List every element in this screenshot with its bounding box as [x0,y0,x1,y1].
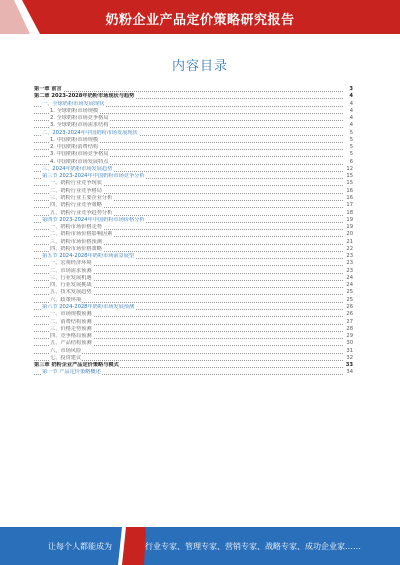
report-title: 奶粉企业产品定价策略研究报告 [105,13,295,28]
toc-entry-page: 4 [349,122,353,129]
toc-entry-label: 一、宏观经济环境 [50,260,92,267]
toc-entry[interactable] [34,115,353,122]
toc-entry-label: 二、奶粉行业竞争格局 [50,187,102,194]
toc-entry-label: 六、市场风险 [50,347,82,354]
toc-entry[interactable] [34,224,353,231]
toc-entry-page: 24 [346,274,353,281]
toc-entry[interactable] [34,239,353,246]
toc-entry-page: 4 [349,115,353,122]
toc-entry-label: 五、产品结构预测 [50,340,92,347]
toc-entry[interactable] [34,253,353,260]
toc-entry-label: 三、奶粉市场价格预测 [50,238,102,245]
toc-entry-page: 24 [346,282,353,289]
toc-entry-page: 27 [346,318,353,325]
toc-entry[interactable] [34,275,353,282]
toc-entry-page: 26 [346,311,353,318]
toc-entry-label: 二、奶粉市场价格影响因素 [50,231,113,238]
toc-entry-label: 四、行业发展挑战 [50,282,92,289]
toc-entry[interactable] [34,348,353,355]
toc-entry[interactable] [34,202,353,209]
toc-entry[interactable] [34,362,353,369]
toc-entry-page: 23 [346,267,353,274]
toc-entry-label: 六、政策环境 [50,296,82,303]
toc-entry-page: 17 [346,202,353,209]
toc-entry-page: 19 [346,216,353,223]
toc-entry[interactable] [34,173,353,180]
toc-entry-label: 五、技术发展趋势 [50,289,92,296]
toc-entry-page: 12 [346,165,353,172]
toc-entry[interactable] [34,369,353,376]
footer-slogan: 让每个人都能成为 [48,542,112,551]
toc-entry[interactable] [34,166,353,173]
toc-entry-label: 三、2024年奶粉市场发展趋势 [42,165,113,172]
toc-entry-label: 1. 中国奶粉市场规模 [50,136,99,143]
toc-entry-label: 二、消费结构预测 [50,318,92,325]
toc-entry-label: 七、投资建议 [50,354,82,361]
toc-entry-page: 6 [349,158,353,165]
toc-entry[interactable] [34,188,353,195]
toc-entry-label: 第二章 2023-2028年奶粉市场现状与趋势 [34,93,135,100]
footer-banner [0,527,400,565]
toc-entry[interactable] [34,86,353,93]
toc-entry[interactable] [34,151,353,158]
toc-entry-label: 一、奶粉市场价格走势 [50,224,102,231]
toc-entry[interactable] [34,217,353,224]
toc-entry-page: 5 [349,151,353,158]
toc-entry-page: 32 [346,354,353,361]
toc-entry-page: 26 [346,303,353,310]
toc-entry-label: 第一章 前言 [34,86,62,92]
toc-entry[interactable] [34,260,353,267]
footer-tagline: 行业专家、管理专家、营销专家、战略专家、成功企业家…… [145,542,361,551]
toc-entry-label: 第五节 2024-2028年奶粉市场前景展望 [42,253,135,260]
toc-entry[interactable] [34,246,353,253]
toc-entry[interactable] [34,108,353,115]
toc-entry-page: 30 [346,340,353,347]
toc-entry[interactable] [34,159,353,166]
toc-entry[interactable] [34,122,353,129]
toc-entry-page: 3 [349,86,353,92]
toc-leader-dots [34,91,343,92]
toc-entry[interactable] [34,144,353,151]
toc-entry-page: 33 [345,362,353,369]
toc-entry-label: 三、奶粉行业主要企业分析 [50,194,113,201]
toc-entry-label: 一、全球奶粉市场发展现状 [42,100,105,107]
header-banner [0,0,400,34]
toc-entry[interactable] [34,195,353,202]
toc-entry-page: 4 [349,100,353,107]
toc-entry[interactable] [34,137,353,144]
toc-entry[interactable] [34,297,353,304]
toc-entry-page: 21 [346,238,353,245]
toc-entry[interactable] [34,340,353,347]
toc-entry-label: 三、行业发展机遇 [50,274,92,281]
toc-entry-page: 23 [346,253,353,260]
toc-entry[interactable] [34,282,353,289]
toc-heading: 内容目录 [171,59,228,74]
toc-entry-page: 31 [346,347,353,354]
toc-entry-page: 22 [346,245,353,252]
toc-entry[interactable] [34,355,353,362]
toc-entry-label: 第一节 产品定价策略概述 [42,369,101,376]
toc-entry[interactable] [34,210,353,217]
toc-entry[interactable] [34,333,353,340]
toc-entry[interactable] [34,231,353,238]
toc-entry-label: 2. 全球奶粉市场竞争格局 [50,115,109,122]
toc-entry-label: 四、奶粉市场价格策略 [50,245,102,252]
toc-entry-page: 28 [346,325,353,332]
toc-entry-page: 29 [346,333,353,340]
toc-entry-page: 5 [349,144,353,151]
toc-entry-label: 二、市场需求预测 [50,267,92,274]
toc-entry[interactable] [34,304,353,311]
toc-entry[interactable] [34,93,353,100]
toc-entry-label: 第三节 2023-2024年中国奶粉市场竞争分析 [42,173,145,180]
toc-entry-label: 4. 中国奶粉市场发展特点 [50,158,109,165]
toc-entry-label: 第三章 奶粉企业产品定价策略与模式 [34,362,119,369]
toc-entry[interactable] [34,319,353,326]
toc-entry-page: 25 [346,289,353,296]
toc-entry-page: 5 [349,129,353,136]
toc-entry-label: 一、市场规模预测 [50,311,92,318]
table-of-contents [34,86,353,377]
toc-entry-page: 15 [346,180,353,187]
toc-entry[interactable] [34,268,353,275]
toc-entry[interactable] [34,130,353,137]
toc-entry-label: 3. 全球奶粉市场需求结构 [50,122,109,129]
toc-entry-label: 一、奶粉行业竞争现状 [50,180,102,187]
footer-decoration [118,527,146,565]
toc-entry-page: 16 [346,187,353,194]
toc-entry-label: 3. 中国奶粉市场竞争格局 [50,151,109,158]
toc-entry-page: 4 [349,107,353,114]
toc-entry[interactable] [34,289,353,296]
toc-entry-label: 1. 全球奶粉市场规模 [50,107,99,114]
toc-entry[interactable] [34,101,353,108]
toc-entry-page: 25 [346,296,353,303]
toc-entry-page: 19 [346,224,353,231]
toc-entry-page: 5 [349,136,353,143]
toc-entry-page: 15 [346,173,353,180]
toc-entry-page: 4 [349,93,353,100]
toc-entry-label: 第四节 2023-2024年中国奶粉市场价格分析 [42,216,145,223]
toc-entry-label: 三、价格走势预测 [50,325,92,332]
toc-entry-label: 四、竞争格局预测 [50,333,92,340]
toc-entry-label: 第六节 2024-2028年奶粉市场发展预测 [42,303,135,310]
toc-entry-label: 五、奶粉行业竞争趋势分析 [50,209,113,216]
toc-entry-page: 23 [346,260,353,267]
toc-entry-page: 34 [346,369,353,376]
toc-entry[interactable] [34,180,353,187]
toc-entry-label: 二、2023-2024年中国奶粉市场发展现状 [42,129,138,136]
toc-entry-label: 四、奶粉行业竞争策略 [50,202,102,209]
toc-entry-page: 16 [346,194,353,201]
toc-entry-label: 2. 中国奶粉消费结构 [50,144,99,151]
toc-entry-page: 18 [346,209,353,216]
toc-entry-page: 20 [346,231,353,238]
toc-entry[interactable] [34,326,353,333]
toc-entry[interactable] [34,311,353,318]
